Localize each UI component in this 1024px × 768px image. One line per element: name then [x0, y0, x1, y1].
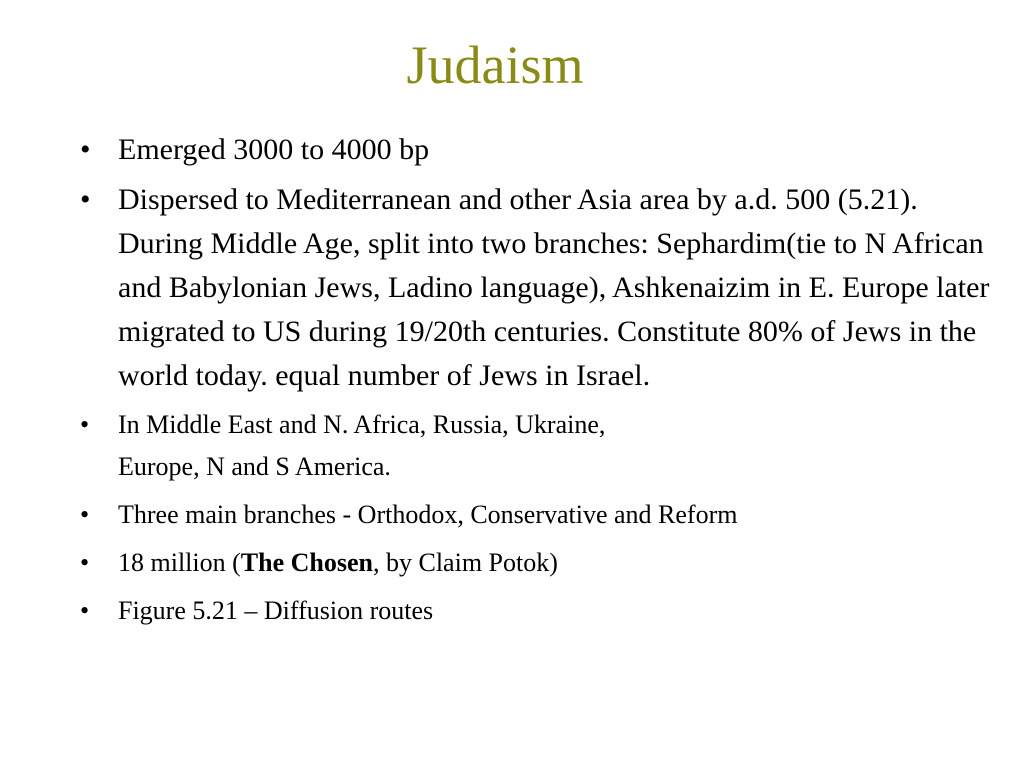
slide-title: Judaism: [406, 35, 584, 95]
bullet-dot-icon: •: [80, 548, 90, 577]
bullet-list: [80, 128, 990, 638]
bullet-dot-icon: •: [80, 596, 90, 625]
bullet-item: [80, 128, 990, 172]
bullet-dot-icon: •: [80, 133, 91, 166]
bullet-item: [80, 494, 990, 536]
bullet-dot-icon: •: [80, 183, 91, 216]
bullet-dot-icon: •: [80, 500, 90, 529]
bullet-text: Three main branches - Orthodox, Conservative and Reform: [118, 500, 738, 529]
bullet-text-suffix: , by Claim Potok): [372, 548, 558, 577]
bullet-text-line: In Middle East and N. Africa, Russia, Ukraine,: [118, 410, 606, 439]
bullet-text: Emerged 3000 to 4000 bp: [118, 133, 430, 166]
bullet-item: [80, 590, 990, 632]
bullet-dot-icon: •: [80, 410, 90, 439]
bullet-text: Figure 5.21 – Diffusion routes: [118, 596, 434, 625]
bullet-item: [80, 404, 990, 488]
bullet-text-prefix: 18 million (: [118, 548, 241, 577]
book-title: The Chosen: [240, 548, 373, 577]
bullet-text-line: Europe, N and S America.: [118, 452, 391, 481]
bullet-item: [80, 542, 990, 584]
bullet-item: [80, 178, 990, 398]
bullet-text: Dispersed to Mediterranean and other Asia area by a.d. 500 (5.21). During Middle Age, split into two branches: Sephardim(tie to N African and Babylonian Jews, Ladino language), Ashkenaizim in E. Europe later migrated to US during 19/20th centuries. Constitute 80% of Jews in the world today. equal number of Jews in Israel.: [118, 183, 990, 392]
